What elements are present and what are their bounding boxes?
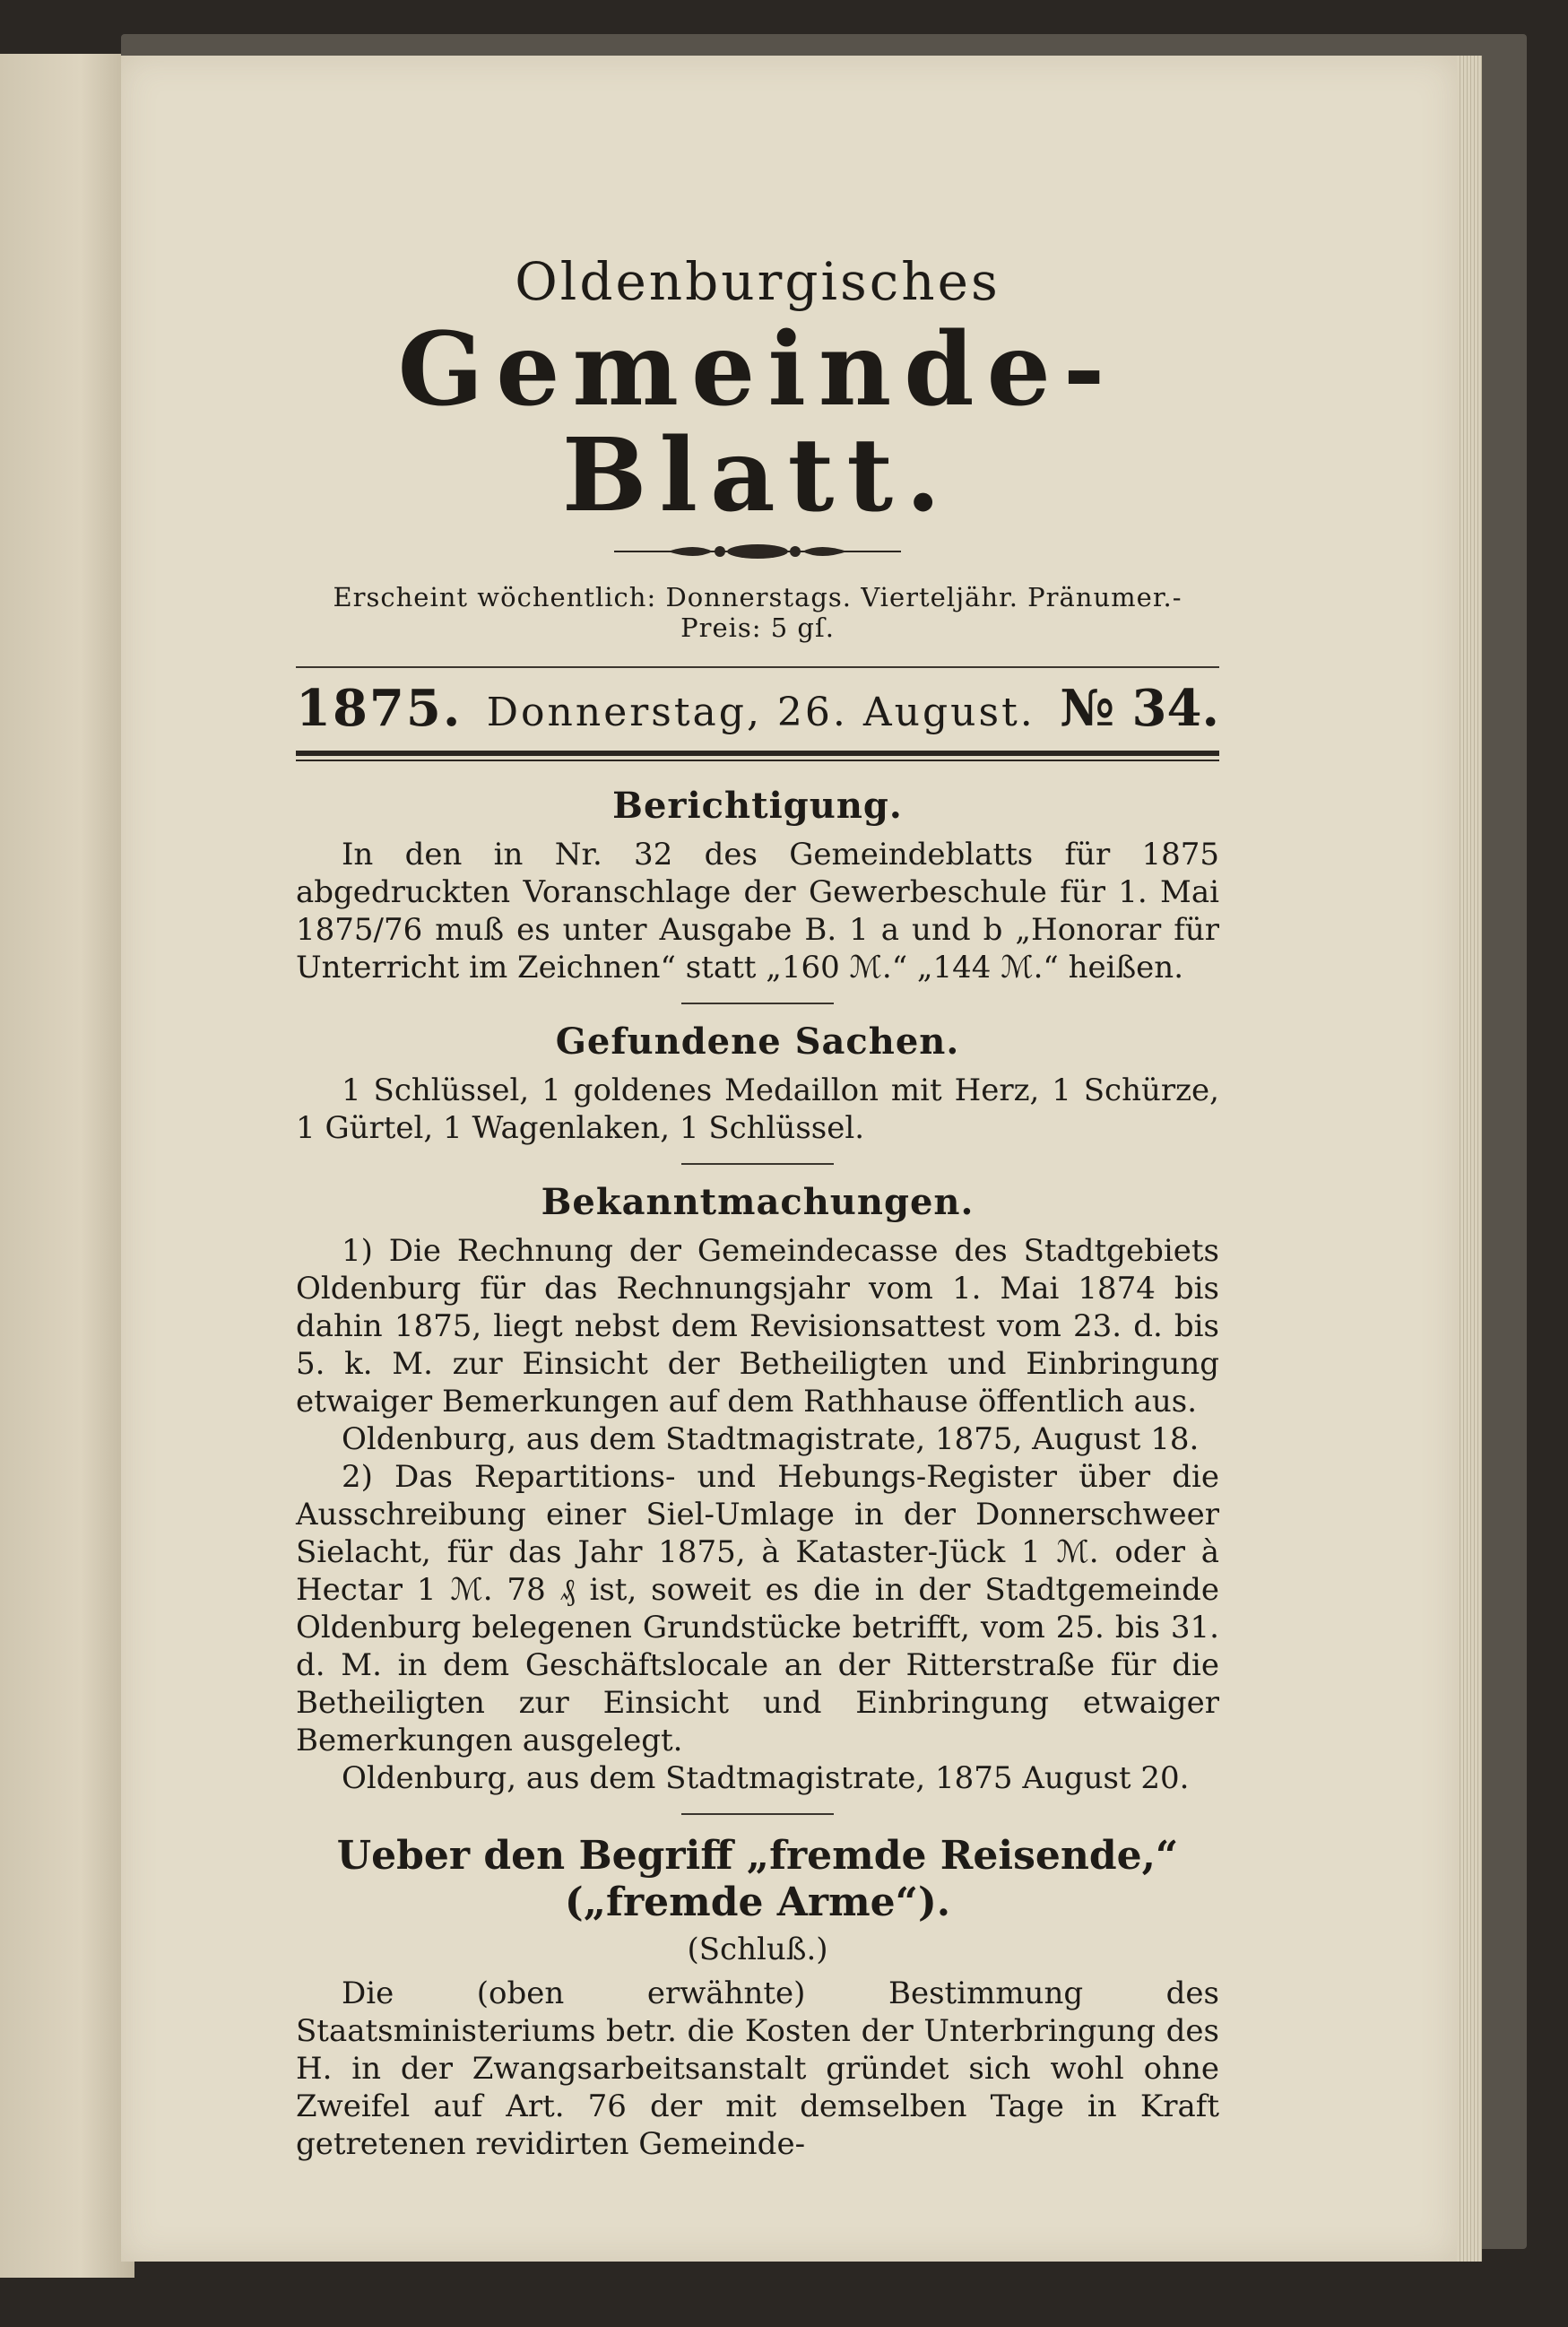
article-note: (Schluß.) [687,1932,828,1968]
masthead-kicker: Oldenburgisches [515,251,1001,312]
heading-berichtigung: Berichtigung. [612,785,903,828]
article-title-line-1: Ueber den Begriff „fremde Reisende,“ [336,1833,1179,1880]
bekanntmachung-1-signature: Oldenburg, aus dem Stadtmagistrate, 1875, August 18. [342,1421,1200,1458]
dateline [296,679,1219,738]
berichtigung-text: In den in Nr. 32 des Gemeindeblatts für 1875 abgedruckten Voranschlage der Gewerbeschule für 1. Mai 1875/76 muß es unter Ausgabe B. 1 a und b „Honorar für Unterricht im Zeichnen“ statt „160 ℳ.“ „144 ℳ.“ heißen. [296,837,1219,986]
gefundene-sachen-text: 1 Schlüssel, 1 goldenes Medaillon mit Herz, 1 Schürze, 1 Gürtel, 1 Wagenlaken, 1 Schlüssel. [296,1072,1219,1147]
section-separator [681,1813,834,1815]
page-content [296,251,1219,2163]
heading-bekanntmachungen: Bekanntmachungen. [541,1181,975,1224]
issue-number: № 34. [1060,679,1219,739]
bekanntmachung-1: 1) Die Rechnung der Gemeindecasse des Stadtgebiets Oldenburg für das Rechnungsjahr vom 1. Mai 1874 bis dahin 1875, liegt nebst dem Revisionsattest vom 23. d. bis 5. k. M. zur Einsicht der Betheiligten und Einbringung etwaiger Bemerkungen auf dem Rathhause öffentlich aus. [296,1233,1219,1420]
bekanntmachung-2: 2) Das Repartitions- und Hebungs-Register über die Ausschreibung einer Siel-Umlage in der Donnerschweer Sielacht, für das Jahr 1875, à Kataster-Jück 1 ℳ. oder à Hectar 1 ℳ. 78 ₰ ist, soweit es die in der Stadtgemeinde Oldenburg belegenen Grundstücke betrifft, vom 25. bis 31. d. M. in dem Geschäftslocale an der Ritterstraße für die Betheiligten zur Einsicht und Einbringung etwaiger Bemerkungen ausgelegt. [296,1459,1219,1759]
heading-gefundene-sachen: Gefundene Sachen. [555,1020,960,1064]
issue-year: 1875. [296,679,463,739]
article-text: Die (oben erwähnte) Bestimmung des Staatsministeriums betr. die Kosten der Unterbringung des H. in der Zwangsarbeitsanstalt gründet sich wohl ohne Zweifel auf Art. 76 der mit demselben Tage in Kraft getretenen revidirten Gemeinde- [296,1975,1219,2163]
masthead-title: Gemeinde-Blatt. [397,311,1118,534]
facing-page-edge [0,54,134,2278]
page-stack-edge [1457,56,1482,2262]
section-separator [681,1163,834,1165]
issue-date: Donnerstag, 26. August. [486,690,1035,736]
subscription-line: Erscheint wöchentlich: Donnerstags. Vierteljähr. Pränumer.-Preis: 5 gſ. [333,582,1182,644]
ornament-divider-icon [614,541,901,562]
header-rule [296,666,1219,668]
section-separator [681,1003,834,1004]
dateline-double-rule [296,751,1219,761]
article-title-line-2: („fremde Arme“). [564,1880,951,1926]
article-title [296,1833,1219,1926]
bekanntmachung-2-signature: Oldenburg, aus dem Stadtmagistrate, 1875 August 20. [342,1760,1190,1797]
